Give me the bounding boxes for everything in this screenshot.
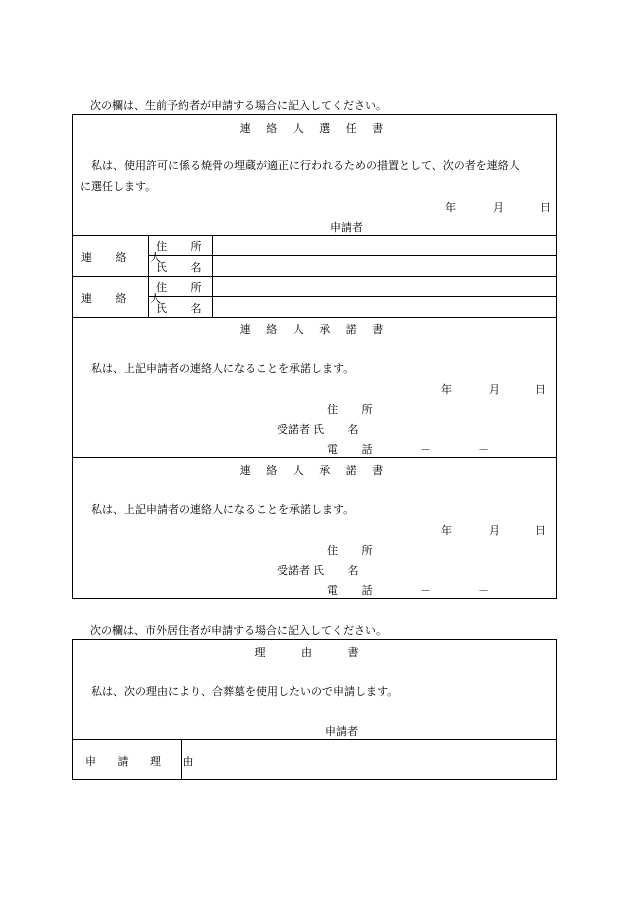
reason-label: 申 請 理 由: [85, 755, 203, 768]
contact1-address-label: 住 所: [156, 240, 212, 253]
selection-title: 連 絡 人 選 任 書: [239, 122, 390, 135]
consent2-phone-dash: －: [478, 584, 489, 597]
contact2-address-label: 住 所: [156, 281, 212, 294]
consent1-date-day: 日: [535, 383, 546, 396]
consent1-phone-dash: －: [478, 443, 489, 456]
contact1-name-field[interactable]: [213, 256, 555, 275]
consent2-address-label: 住 所: [327, 544, 383, 557]
contact1-label: 連 絡 人: [81, 251, 171, 264]
contact2-address-field[interactable]: [213, 277, 555, 296]
consent2-phone-dash: －: [420, 584, 431, 597]
consent2-phone-label: 電 話: [327, 584, 383, 597]
section2-form: [72, 639, 557, 780]
selection-body-line1: 私は、使用許可に係る焼骨の埋蔵が適正に行われるための措置として、次の者を連絡人: [91, 159, 520, 172]
consent2-title: 連 絡 人 承 諾 書: [239, 464, 390, 477]
contact1-name-label: 氏 名: [156, 261, 212, 274]
contact2-label: 連 絡 人: [81, 292, 171, 305]
selection-body-line2: に選任します。: [80, 180, 157, 193]
selection-date-year: 年: [445, 201, 456, 214]
consent2-date-month: 月: [489, 524, 500, 537]
selection-applicant-label: 申請者: [330, 221, 363, 234]
contact2-name-label: 氏 名: [156, 302, 212, 315]
section1-note: 次の欄は、生前予約者が申請する場合に記入してください。: [90, 99, 387, 112]
selection-applicant-field[interactable]: [373, 215, 543, 233]
consent2-body: 私は、上記申請者の連絡人になることを承諾します。: [91, 503, 355, 516]
consent1-date-month: 月: [489, 383, 500, 396]
consent1-acceptor-label: 受諾者: [277, 423, 310, 436]
consent2-date-day: 日: [535, 524, 546, 537]
consent2-date-year: 年: [441, 524, 452, 537]
section2-note: 次の欄は、市外居住者が申請する場合に記入してください。: [90, 624, 387, 637]
selection-date-day: 日: [540, 201, 551, 214]
selection-date-month: 月: [493, 201, 504, 214]
reason-applicant-label: 申請者: [325, 725, 358, 738]
consent2-name-label: 氏 名: [313, 564, 369, 577]
contact1-address-field[interactable]: [213, 236, 555, 255]
consent2-acceptor-label: 受諾者: [277, 564, 310, 577]
consent1-phone-dash: －: [420, 443, 431, 456]
consent1-phone-label: 電 話: [327, 443, 383, 456]
reason-field[interactable]: [182, 740, 555, 778]
consent1-name-label: 氏 名: [313, 423, 369, 436]
divider: [73, 317, 556, 318]
reason-applicant-field[interactable]: [368, 719, 548, 737]
reason-title: 理 由 書: [254, 646, 375, 659]
consent1-date-year: 年: [441, 383, 452, 396]
consent1-title: 連 絡 人 承 諾 書: [239, 323, 390, 336]
contact2-name-field[interactable]: [213, 297, 555, 316]
divider: [73, 457, 556, 458]
reason-body: 私は、次の理由により、合葬墓を使用したいので申請します。: [91, 685, 399, 698]
section1-form: [72, 114, 557, 599]
consent1-body: 私は、上記申請者の連絡人になることを承諾します。: [91, 362, 355, 375]
consent1-address-label: 住 所: [327, 403, 383, 416]
